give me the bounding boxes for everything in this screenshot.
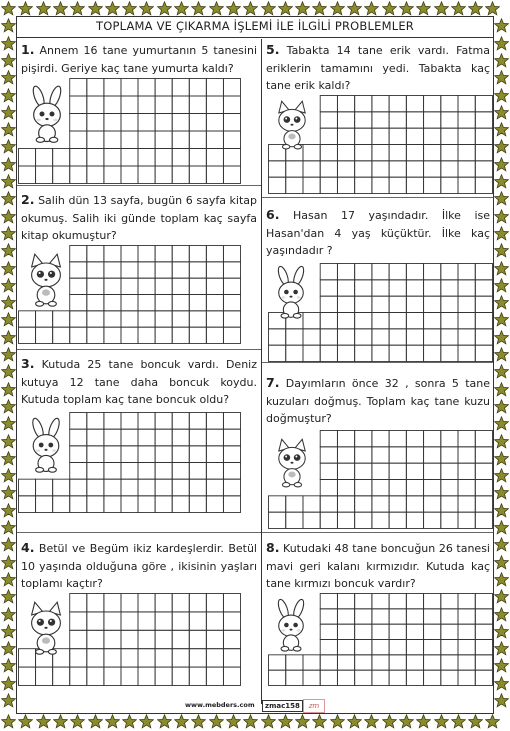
bunny-icon (268, 262, 314, 326)
problem-number: 3. (21, 356, 35, 371)
problem-number: 7. (266, 375, 280, 390)
footer-url: www.mebders.com (185, 701, 255, 709)
bunny-icon (22, 413, 70, 481)
puppy-icon (270, 432, 314, 496)
page-title: TOPLAMA VE ÇIKARMA İŞLEMİ İLE İLGİLİ PROBLEMLER (96, 19, 414, 33)
problem-text: Betül ve Begüm ikiz kardeşlerdir. Betül 10 yaşında olduğuna göre , ikisinin yaşları toplamı kaçtır? (21, 542, 257, 590)
problem-text: Kutudaki 48 tane boncuğun 26 tanesi mavi geri kalanı kırmızıdır. Kutuda kaç tane kırmızı boncuk vardır? (266, 542, 490, 590)
bunny-icon (22, 80, 72, 152)
problem-text: Salih dün 13 sayfa, bugün 6 sayfa kitap okumuş. Salih iki günde toplam kaç sayfa kitap okumuştur? (21, 194, 258, 242)
signature-stamp: zm (303, 699, 325, 713)
footer-code: zmac158 (262, 700, 303, 712)
problem-text: Tabakta 14 tane erik vardı. Fatma eriklerin tamamını yedi. Tabakta kaç tane erik kaldı? (266, 44, 490, 92)
problem-text: Dayımların önce 32 , sonra 5 tane kuzuları doğmuş. Toplam kaç tane kuzu doğmuştur? (266, 377, 490, 425)
puppy-icon (22, 247, 70, 315)
bunny-icon (268, 595, 314, 659)
problem-number: 2. (21, 192, 35, 207)
problem-number: 8. (266, 540, 280, 555)
problem-text: Hasan 17 yaşındadır. İlke ise Hasan'dan 4 yaş küçüktür. İlke kaç yaşındadır ? (266, 209, 490, 257)
problem-number: 1. (21, 42, 35, 57)
puppy-icon (22, 595, 70, 663)
problem-number: 4. (21, 540, 35, 555)
footer (0, 701, 510, 715)
puppy-icon (270, 96, 314, 156)
problem-text: Kutuda 25 tane boncuk vardı. Deniz kutuya 12 tane daha boncuk koydu. Kutuda toplam kaç tane boncuk oldu? (21, 358, 257, 406)
problem-text: Annem 16 tane yumurtanın 5 tanesini pişirdi. Geriye kaç tane yumurta kaldı? (21, 44, 257, 75)
problem-number: 5. (266, 42, 280, 57)
problem-number: 6. (266, 207, 280, 222)
